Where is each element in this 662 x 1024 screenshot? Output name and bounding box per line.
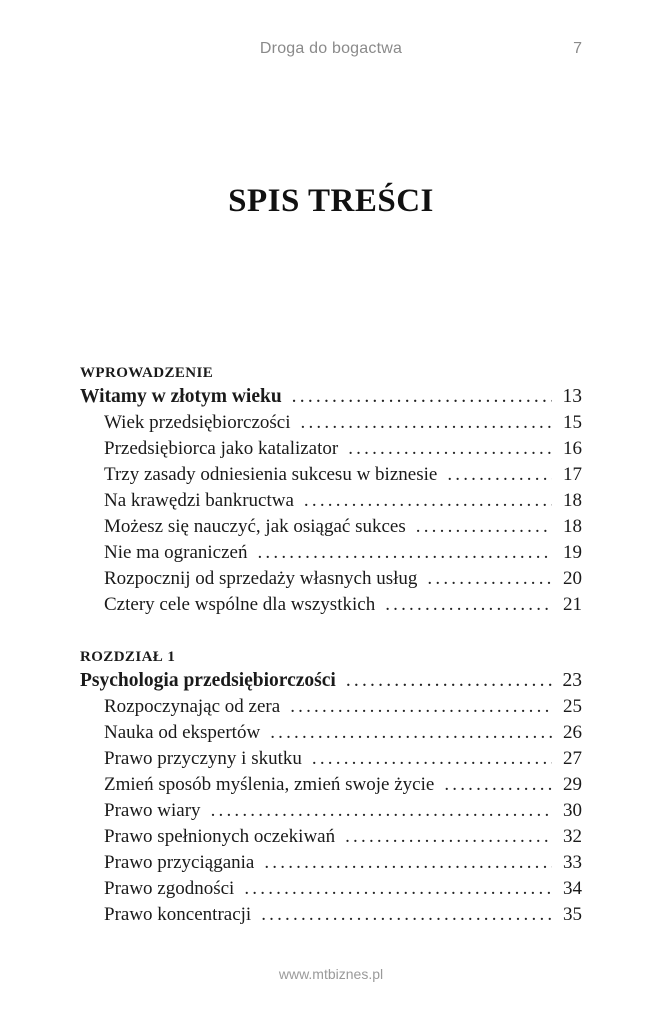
toc-entry-title: Trzy zasady odniesienia sukcesu w biznesie bbox=[104, 464, 438, 485]
toc-entry-page: 33 bbox=[563, 852, 582, 873]
toc-entry-page: 21 bbox=[563, 594, 582, 615]
toc-entry-title: Witamy w złotym wieku bbox=[80, 386, 282, 407]
dot-leader bbox=[348, 436, 552, 462]
toc-entry-page: 35 bbox=[563, 904, 582, 925]
toc-entry-title: Rozpoczynając od zera bbox=[104, 696, 281, 717]
toc-entry-title: Prawo przyczyny i skutku bbox=[104, 748, 302, 769]
toc-section-introduction bbox=[80, 362, 582, 618]
toc-entry[interactable] bbox=[80, 514, 582, 540]
toc-section-chapter-1 bbox=[80, 646, 582, 928]
dot-leader bbox=[416, 514, 552, 540]
toc-entry-page: 20 bbox=[563, 568, 582, 589]
toc-entry-title: Nie ma ograniczeń bbox=[104, 542, 248, 563]
running-title: Droga do bogactwa bbox=[259, 40, 403, 57]
toc-entry-title: Na krawędzi bankructwa bbox=[104, 490, 294, 511]
toc-entry-page: 30 bbox=[563, 800, 582, 821]
dot-leader bbox=[444, 772, 552, 798]
toc-entry-page: 34 bbox=[563, 878, 582, 899]
toc-entry[interactable] bbox=[80, 694, 582, 720]
dot-leader bbox=[257, 540, 552, 566]
toc-chapter-entry[interactable] bbox=[80, 668, 582, 694]
toc-entry-title: Prawo spełnionych oczekiwań bbox=[104, 826, 336, 847]
toc-entry-page: 13 bbox=[562, 386, 582, 407]
toc-entry-title: Nauka od ekspertów bbox=[104, 722, 261, 743]
toc-entry-page: 18 bbox=[563, 516, 582, 537]
dot-leader bbox=[270, 720, 552, 746]
toc-entry[interactable] bbox=[80, 850, 582, 876]
toc-entry[interactable] bbox=[80, 566, 582, 592]
toc-entry[interactable] bbox=[80, 746, 582, 772]
toc-entry[interactable] bbox=[80, 798, 582, 824]
toc-entry-title: Zmień sposób myślenia, zmień swoje życie bbox=[104, 774, 435, 795]
toc-entry[interactable] bbox=[80, 720, 582, 746]
dot-leader bbox=[345, 824, 552, 850]
toc-entry-title: Prawo przyciągania bbox=[104, 852, 255, 873]
toc-entry-page: 16 bbox=[563, 438, 582, 459]
toc-entry[interactable] bbox=[80, 772, 582, 798]
toc-entry-title: Prawo zgodności bbox=[104, 878, 235, 899]
dot-leader bbox=[211, 798, 552, 824]
toc-entry[interactable] bbox=[80, 902, 582, 928]
dot-leader bbox=[301, 410, 552, 436]
toc-entry-title: Prawo koncentracji bbox=[104, 904, 252, 925]
toc-entry-page: 18 bbox=[563, 490, 582, 511]
toc-entry-page: 15 bbox=[563, 412, 582, 433]
page-title: SPIS TREŚCI bbox=[228, 183, 434, 219]
toc-entry-title: Prawo wiary bbox=[104, 800, 201, 821]
dot-leader bbox=[292, 384, 552, 410]
toc-entry-page: 27 bbox=[563, 748, 582, 769]
dot-leader bbox=[385, 592, 552, 618]
dot-leader bbox=[264, 850, 552, 876]
toc-entry-page: 17 bbox=[563, 464, 582, 485]
section-label: ROZDZIAŁ 1 bbox=[80, 649, 176, 665]
dot-leader bbox=[312, 746, 552, 772]
toc-entry-title: Wiek przedsiębiorczości bbox=[104, 412, 291, 433]
toc-entry[interactable] bbox=[80, 592, 582, 618]
running-header bbox=[0, 40, 662, 64]
dot-leader bbox=[447, 462, 552, 488]
toc-entry[interactable] bbox=[80, 824, 582, 850]
dot-leader bbox=[244, 876, 552, 902]
dot-leader bbox=[427, 566, 552, 592]
toc-entry-title: Psychologia przedsiębiorczości bbox=[80, 670, 336, 691]
dot-leader bbox=[346, 668, 552, 694]
section-label: WPROWADZENIE bbox=[80, 365, 214, 381]
toc-entry[interactable] bbox=[80, 540, 582, 566]
toc-entry-page: 29 bbox=[563, 774, 582, 795]
dot-leader bbox=[261, 902, 552, 928]
toc-entry-title: Przedsiębiorca jako katalizator bbox=[104, 438, 339, 459]
toc-entry[interactable] bbox=[80, 462, 582, 488]
toc-entry-title: Cztery cele wspólne dla wszystkich bbox=[104, 594, 376, 615]
toc-entry-page: 32 bbox=[563, 826, 582, 847]
footer-website: www.mtbiznes.pl bbox=[278, 966, 384, 982]
toc-entry-page: 26 bbox=[563, 722, 582, 743]
toc-entry-page: 25 bbox=[563, 696, 582, 717]
dot-leader bbox=[304, 488, 552, 514]
page-number: 7 bbox=[573, 40, 582, 57]
toc-entry-title: Rozpocznij od sprzedaży własnych usług bbox=[104, 568, 418, 589]
dot-leader bbox=[290, 694, 552, 720]
toc-entry-page: 19 bbox=[563, 542, 582, 563]
toc-entry[interactable] bbox=[80, 410, 582, 436]
toc-entry-title: Możesz się nauczyć, jak osiągać sukces bbox=[104, 516, 406, 537]
toc-chapter-entry[interactable] bbox=[80, 384, 582, 410]
toc-entry[interactable] bbox=[80, 436, 582, 462]
toc-entry[interactable] bbox=[80, 488, 582, 514]
toc-entry-page: 23 bbox=[562, 670, 582, 691]
toc-entry[interactable] bbox=[80, 876, 582, 902]
